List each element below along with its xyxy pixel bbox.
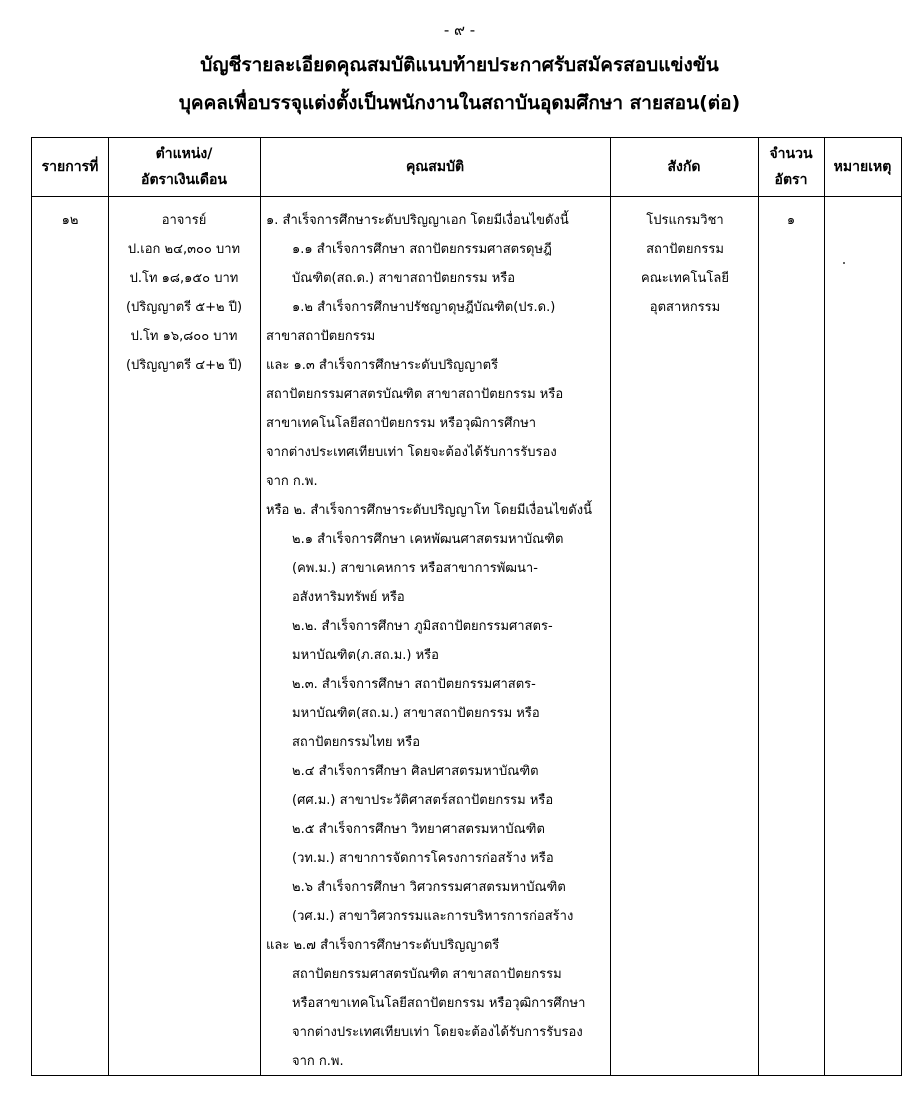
qualification-cell [266,206,618,1076]
qualification-line: และ ๒.๗ สำเร็จการศึกษาระดับปริญญาตรี [266,938,500,953]
header-position-label-2: อัตราเงินเดือน [141,172,227,188]
column-divider [260,138,261,1075]
salary-line: ป.โท ๑๖,๘๐๐ บาท [130,329,238,344]
header-position [108,138,260,196]
header-remark [824,138,901,196]
qualification-line: ๑.๒ สำเร็จการศึกษาปรัชญาดุษฎีบัณฑิต(ปร.ด.) [292,300,556,315]
salary-line: (ปริญญาตรี ๕+๒ ปี) [125,300,243,315]
position-salary-cell [108,206,260,380]
qualification-line: ๒.๒. สำเร็จการศึกษา ภูมิสถาปัตยกรรมศาสตร- [292,619,553,634]
qualification-line: จากต่างประเทศเทียบเท่า โดยจะต้องได้รับการรับรอง [292,1025,583,1040]
affiliation-line: อุตสาหกรรม [649,300,721,315]
qualification-line: ๒.๕ สำเร็จการศึกษา วิทยาศาสตรมหาบัณฑิต [292,822,545,837]
affiliation-line: โปรแกรมวิชา [646,213,724,228]
qualification-table [31,137,902,1076]
qualification-line: สาขาสถาปัตยกรรม [266,329,376,344]
affiliation-line: คณะเทคโนโลยี [641,271,729,286]
header-count [758,138,824,196]
document-title-line2: บุคคลเพื่อบรรจุแต่งตั้งเป็นพนักงานในสถาบันอุดมศึกษา สายสอน(ต่อ) [178,92,741,114]
salary-line: ป.เอก ๒๔,๓๐๐ บาท [127,242,241,257]
qualification-line: มหาบัณฑิต(ภ.สถ.ม.) หรือ [292,648,439,663]
count-cell [758,206,824,235]
header-count-label-1: จำนวน [769,146,813,162]
header-count-label-2: อัตรา [774,172,808,188]
qualification-line: สาขาเทคโนโลยีสถาปัตยกรรม หรือวุฒิการศึกษา [266,416,537,431]
header-affiliation-label: สังกัด [667,159,701,175]
stray-mark [843,262,845,264]
item-number-cell [32,206,108,235]
qualification-line: ๒.๖ สำเร็จการศึกษา วิศวกรรมศาสตรมหาบัณฑิต [292,880,566,895]
qualification-line: จาก ก.พ. [292,1054,344,1069]
qualification-line: ๒.๑ สำเร็จการศึกษา เคหพัฒนศาสตรมหาบัณฑิต [292,532,564,547]
header-qualification-label: คุณสมบัติ [405,159,465,175]
header-position-label-1: ตำแหน่ง/ [155,146,213,162]
qualification-line: บัณฑิต(สถ.ด.) สาขาสถาปัตยกรรม หรือ [292,271,516,286]
qualification-line: (วท.ม.) สาขาการจัดการโครงการก่อสร้าง หรือ [292,851,554,866]
qualification-line: และ ๑.๓ สำเร็จการศึกษาระดับปริญญาตรี [266,358,499,373]
qualification-line: ๒.๔ สำเร็จการศึกษา ศิลปศาสตรมหาบัณฑิต [292,764,539,779]
header-qualification [260,138,610,196]
qualification-line: จาก ก.พ. [266,474,318,489]
header-remark-label: หมายเหตุ [833,159,892,175]
qualification-line: ๑. สำเร็จการศึกษาระดับปริญญาเอก โดยมีเงื่อนไขดังนี้ [266,213,569,228]
page-number: - ๙ - [443,21,476,39]
position-title: อาจารย์ [161,213,207,228]
qualification-line: (คพ.ม.) สาขาเคหการ หรือสาขาการพัฒนา- [292,561,538,576]
position-count: ๑ [786,213,796,228]
qualification-line: หรือสาขาเทคโนโลยีสถาปัตยกรรม หรือวุฒิการศึกษา [292,996,586,1011]
salary-line: ป.โท ๑๘,๑๕๐ บาท [129,271,239,286]
affiliation-line: สถาปัตยกรรม [646,242,724,257]
qualification-line: มหาบัณฑิต(สถ.ม.) สาขาสถาปัตยกรรม หรือ [292,706,540,721]
qualification-line: (วศ.ม.) สาขาวิศวกรรมและการบริหารการก่อสร้าง [292,909,574,924]
item-number: ๑๒ [61,213,79,228]
qualification-line: จากต่างประเทศเทียบเท่า โดยจะต้องได้รับการรับรอง [266,445,557,460]
qualification-line: สถาปัตยกรรมไทย หรือ [292,735,421,750]
qualification-line: อสังหาริมทรัพย์ หรือ [292,590,405,605]
qualification-line: ๒.๓. สำเร็จการศึกษา สถาปัตยกรรมศาสตร- [292,677,536,692]
qualification-line: ๑.๑ สำเร็จการศึกษา สถาปัตยกรรมศาสตรดุษฎี [292,242,552,257]
header-divider [32,196,901,197]
affiliation-cell [610,206,760,322]
qualification-line: (ศศ.ม.) สาขาประวัติศาสตร์สถาปัตยกรรม หรือ [292,793,554,808]
qualification-line: สถาปัตยกรรมศาสตรบัณฑิต สาขาสถาปัตยกรรม หรือ [266,387,564,402]
qualification-line: สถาปัตยกรรมศาสตรบัณฑิต สาขาสถาปัตยกรรม [292,967,562,982]
header-affiliation [610,138,758,196]
qualification-line: หรือ ๒. สำเร็จการศึกษาระดับปริญญาโท โดยมีเงื่อนไขดังนี้ [266,503,592,518]
column-divider [824,138,825,1075]
salary-line: (ปริญญาตรี ๔+๒ ปี) [125,358,243,373]
header-item-no [32,138,108,196]
header-item-no-label: รายการที่ [41,159,99,175]
document-title-line1: บัญชีรายละเอียดคุณสมบัติแนบท้ายประกาศรับสมัครสอบแข่งขัน [200,54,719,76]
